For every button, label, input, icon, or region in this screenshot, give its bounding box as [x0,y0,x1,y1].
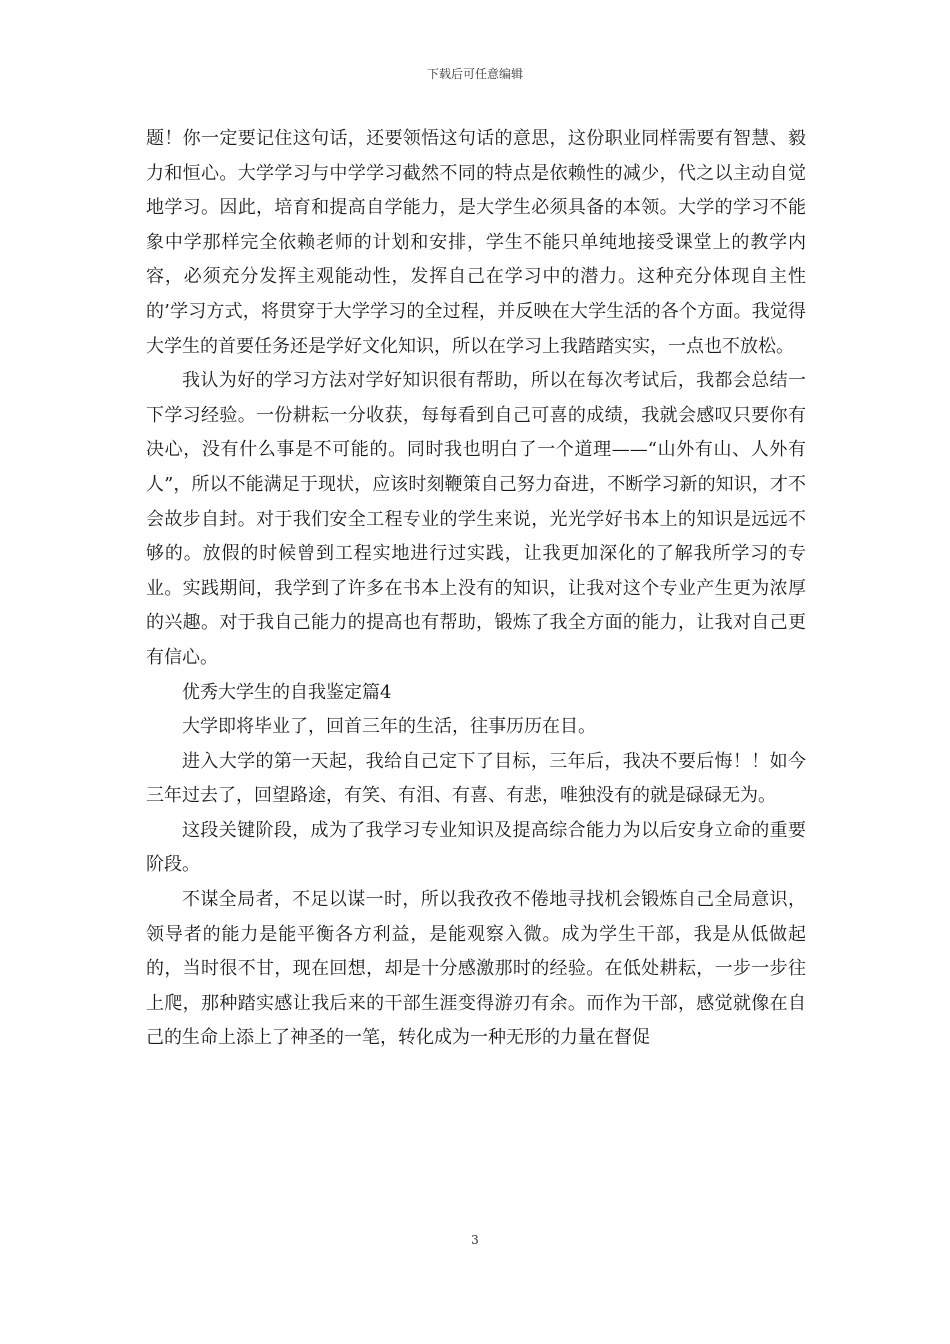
section-heading: 优秀大学生的自我鉴定篇4 [182,681,392,703]
paragraph: 大学即将毕业了，回首三年的生活，往事历历在目。 [182,716,596,738]
paragraph: 进入大学的第一天起，我给自己定下了目标，三年后，我决不要后悔！！如今三年过去了，回望路途，有笑、有泪、有喜、有悲，唯独没有的就是碌碌无为。 [146,750,806,807]
document-body [146,122,806,1056]
paragraph: 我认为好的学习方法对学好知识很有帮助，所以在每次考试后，我都会总结一下学习经验。一份耕耘一分收获，每每看到自己可喜的成绩，我就会感叹只要你有决心，没有什么事是不可能的。同时我也明白了一个道理——“山外有山、人外有人”，所以不能满足于现状，应该时刻鞭策自己努力奋进，不断学习新的知识，才不会故步自封。对于我们安全工程专业的学生来说，光光学好书本上的知识是远远不够的。放假的时候曾到工程实地进行过实践，让我更加深化的了解我所学习的专业。实践期间，我学到了许多在书本上没有的知识，让我对这个专业产生更为浓厚的兴趣。对于我自己能力的提高也有帮助，锻炼了我全方面的能力，让我对自己更有信心。 [146,370,806,668]
paragraph: 不谋全局者，不足以谋一时，所以我孜孜不倦地寻找机会锻炼自己全局意识，领导者的能力是能平衡各方利益，是能观察入微。成为学生干部，我是从低做起的，当时很不甘，现在回想，却是十分感激那时的经验。在低处耕耘，一步一步往上爬，那种踏实感让我后来的干部生涯变得游刃有余。而作为干部，感觉就像在自己的生命上添上了神圣的一笔，转化成为一种无形的力量在督促 [146,889,806,1049]
paragraph: 题！你一定要记住这句话，还要领悟这句话的意思，这份职业同样需要有智慧、毅力和恒心。大学学习与中学学习截然不同的特点是依赖性的减少，代之以主动自觉地学习。因此，培育和提高自学能力，是大学生必须具备的本领。大学的学习不能象中学那样完全依赖老师的计划和安排，学生不能只单纯地接受课堂上的教学内容，必须充分发挥主观能动性，发挥自己在学习中的潜力。这种充分体现自主性的’学习方式，将贯穿于大学学习的全过程，并反映在大学生活的各个方面。我觉得大学生的首要任务还是学好文化知识，所以在学习上我踏踏实实，一点也不放松。 [146,128,806,357]
page-number: 3 [471,1233,479,1247]
page-header: 下载后可任意编辑 [426,67,523,81]
paragraph: 这段关键阶段，成为了我学习专业知识及提高综合能力为以后安身立命的重要阶段。 [146,819,806,876]
